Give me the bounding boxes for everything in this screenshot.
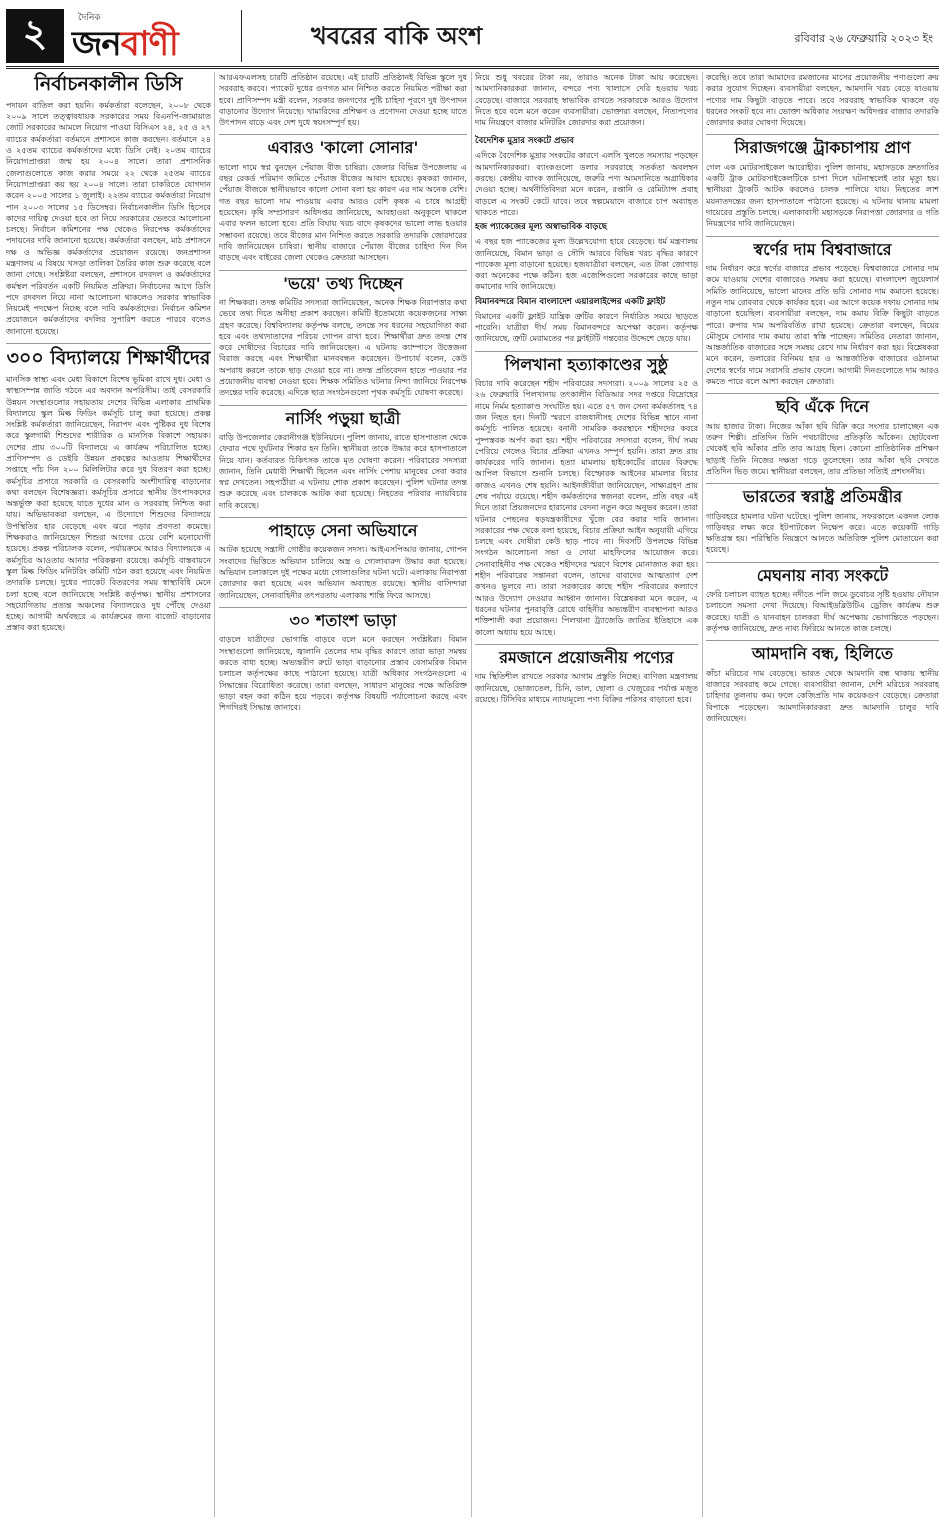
body-schools: মানসিক স্বাস্থ্য এবং মেধা বিকাশে বিশেষ ভূমিকা রাখে দুধ। মেধা ও স্বাস্থ্যসম্পন্ন জাতি গঠনে এর অবদান অপরিসীম। তাই বেসরকারি উন্নয়ন সংস্থাগুলোর সহায়তায় দেশের বিভিন্ন এলাকার প্রাথমিক বিদ্যালয়ে স্কুল মিল্ক ফিডিং কর্মসূচি চালু করা হয়েছে। প্রকল্প সংশ্লিষ্ট কর্মকর্তারা জানিয়েছেন, নিরাপদ এবং পুষ্টিকর দুধ বিশেষ করে স্কুলগামী শিশুদের শারীরিক ও মানসিক বিকাশে সহায়ক। দেশের প্রায় ৩০০টি বিদ্যালয়ে এ কার্যক্রম পরিচালিত হচ্ছে। প্রাণিসম্পদ ও ডেইরি উন্নয়ন প্রকল্পের আওতায় শিক্ষার্থীদের সপ্তাহে পাঁচ দিন ২০০ মিলিলিটার করে দুধ বিতরণ করা হচ্ছে। কর্মসূচির প্রসারে সরকারি ও বেসরকারি অংশীদারিত্ব বাড়ানোর কথা বলছেন বিশেষজ্ঞরা। কর্মসূচির প্রসারে স্থানীয় উৎপাদকদের অন্তর্ভুক্ত করা হয়েছে যাতে দুধের মান ও সরবরাহ নিশ্চিত করা যায়। অভিভাবকরা বলছেন, এ উদ্যোগে শিশুদের বিদ্যালয়ে উপস্থিতির হার বেড়েছে এবং ঝরে পড়ার প্রবণতা কমেছে। শিক্ষকরাও জানিয়েছেন শিশুরা আগের চেয়ে বেশি মনোযোগী হয়েছে। প্রকল্প পরিচালক বলেন, পর্যায়ক্রমে আরও বিদ্যালয়কে এ কর্মসূচির আওতায় আনার পরিকল্পনা রয়েছে। কর্মসূচি বাস্তবায়নে স্কুল মিল্ক ফিডিং মনিটরিং কমিটি গঠন করা হয়েছে এবং নিয়মিত তদারকি চলছে। দুধের প্যাকেট বিতরণের সময় স্বাস্থ্যবিধি মেনে চলা হচ্ছে বলে জানিয়েছে সংশ্লিষ্ট কর্তৃপক্ষ। স্থানীয় প্রশাসনের সহযোগিতায় প্রত্যন্ত অঞ্চলের বিদ্যালয়েও দুধ পৌঁছে দেওয়া হচ্ছে। আগামী অর্থবছরে এ কার্যক্রমের জন্য বাজেট বাড়ানোর প্রস্তাব করা হয়েছে। xyxy=(6,374,211,633)
headline-india: ভারতের স্বরাষ্ট্র প্রতিমন্ত্রীর xyxy=(706,483,939,506)
body-meghna: ফেরি চলাচল ব্যাহত হচ্ছে। নদীতে পলি জমে ডুবোচর সৃষ্টি হওয়ায় নৌযান চলাচলে সমস্যা দেখা দিয়েছে। বিআইডব্লিউটিএ ড্রেজিং কার্যক্রম শুরু করেছে। যাত্রী ও যানবাহন চালকরা দীর্ঘ অপেক্ষায় ভোগান্তিতে পড়ছেন। কর্তৃপক্ষ জানিয়েছে, দ্রুত নাব্য ফিরিয়ে আনতে কাজ চলছে। xyxy=(706,590,939,634)
daily-label: দৈনিক xyxy=(78,13,101,23)
body-biman: বিমানের একটি ফ্লাইট যান্ত্রিক ত্রুটির কারণে নির্ধারিত সময়ে ছাড়তে পারেনি। যাত্রীরা দীর্ঘ সময় বিমানবন্দরে অপেক্ষা করেন। কর্তৃপক্ষ জানিয়েছে, ত্রুটি মেরামতের পর ফ্লাইটটি গন্তব্যের উদ্দেশে ছেড়ে যায়। xyxy=(475,311,698,344)
article-army xyxy=(219,517,467,601)
subhead-biman: বিমানবন্দরে বিমান বাংলাদেশ এয়ারলাইন্সের একটি ফ্লাইট xyxy=(475,296,666,307)
headline-fear: 'ভয়ে' তথ্য দিচ্ছেন xyxy=(219,270,467,293)
article-rent xyxy=(219,607,467,713)
article-sirajganj xyxy=(706,134,939,229)
masthead xyxy=(6,6,939,69)
body-hajj: এ বছর হজ প্যাকেজের মূল্য উল্লেখযোগ্য হারে বেড়েছে। ধর্ম মন্ত্রণালয় জানিয়েছে, বিমান ভাড়া ও সৌদি আরবে বিভিন্ন খরচ বৃদ্ধির কারণে প্যাকেজ মূল্য বাড়ানো হয়েছে। হজযাত্রীরা বলছেন, এত টাকা জোগাড় করা অনেকের পক্ষে কঠিন। হজ এজেন্সিগুলো সরকারের কাছে ভাড়া কমানোর দাবি জানিয়েছে। xyxy=(475,237,698,292)
body-picture: আয় হাজার টাকা। নিজের আঁকা ছবি বিক্রি করে সংসার চালাচ্ছেন এক তরুণ শিল্পী। প্রতিদিন তিনি পথচারীদের প্রতিকৃতি আঁকেন। ছোটবেলা থেকেই ছবি আঁকার প্রতি তার আগ্রহ ছিল। কোনো প্রাতিষ্ঠানিক প্রশিক্ষণ ছাড়াই তিনি নিজের দক্ষতা গড়ে তুলেছেন। তার আঁকা ছবি দেখতে প্রতিদিন ভিড় জমে। স্থানীয়রা বলছেন, তার প্রতিভা সত্যিই প্রশংসনীয়। xyxy=(706,421,939,476)
headline-rent: ৩০ শতাংশ ভাড়া xyxy=(219,607,467,630)
column-3 xyxy=(475,72,698,1517)
body-continued-col2: আরএফএলসহ চারটি প্রতিষ্ঠান রয়েছে। এই চারটি প্রতিষ্ঠানই বিভিন্ন স্কুলে দুধ সরবরাহ করবে। প্যাকেট দুধের গুণগত মান নিশ্চিত করতে নিয়মিত পরীক্ষা করা হবে। প্রাণিসম্পদ মন্ত্রী বলেন, সরকার জনগণের পুষ্টি চাহিদা পূরণে দুধ উৎপাদন বাড়ানোর উদ্যোগ নিয়েছে। খামারিদের প্রশিক্ষণ ও প্রণোদনা দেওয়া হচ্ছে যাতে উৎপাদন বাড়ে এবং দেশ দুধে স্বয়ংসম্পূর্ণ হয়। xyxy=(219,73,467,128)
dateline: রবিবার ২৬ ফেব্রুয়ারি ২০২৩ ইং xyxy=(794,32,933,45)
body-sirajganj: গেল এক মোটরসাইকেল আরোহীর। পুলিশ জানায়, মহাসড়কে দ্রুতগতির একটি ট্রাক মোটরসাইকেলটিকে চাপা দিলে ঘটনাস্থলেই তার মৃত্যু হয়। স্থানীয়রা ট্রাকটি আটক করলেও চালক পালিয়ে যায়। নিহতের লাশ ময়নাতদন্তের জন্য হাসপাতালে পাঠানো হয়েছে। এ ঘটনায় থানায় মামলা দায়েরের প্রস্তুতি চলছে। এলাকাবাসী মহাসড়কে নিরাপত্তা জোরদার ও গতি নিয়ন্ত্রণের দাবি জানিয়েছেন। xyxy=(706,162,939,229)
article-continued-col3 xyxy=(475,72,698,128)
headline-gold: স্বর্ণের দাম বিশ্ববাজারে xyxy=(706,236,939,259)
headline-schools: ৩০০ বিদ্যালয়ে শিক্ষার্থীদের xyxy=(6,343,211,370)
page-number: ২ xyxy=(6,9,64,63)
logo-part2: বাণী xyxy=(120,24,178,64)
masthead-divider xyxy=(241,10,242,62)
article-gold xyxy=(706,236,939,388)
column-divider xyxy=(214,72,215,1517)
column-1 xyxy=(6,72,211,1517)
headline-sirajganj: সিরাজগঞ্জে ট্রাকচাপায় প্রাণ xyxy=(706,134,939,157)
logo-part1: জন xyxy=(72,24,121,64)
headline-nursing: নার্সিং পড়ুয়া ছাত্রী xyxy=(219,405,467,428)
body-army: আটক হয়েছে সন্ত্রাসী গোষ্ঠীর কয়েকজন সদস্য। আইএসপিআর জানায়, গোপন সংবাদের ভিত্তিতে অভিযান চালিয়ে অস্ত্র ও গোলাবারুদ উদ্ধার করা হয়েছে। অভিযান চলাকালে দুই পক্ষের মধ্যে গোলাগুলির ঘটনা ঘটে। এলাকায় নিরাপত্তা জোরদার করা হয়েছে এবং অভিযান অব্যাহত রয়েছে। স্থানীয় বাসিন্দারা জানিয়েছেন, সেনাবাহিনীর তৎপরতায় এলাকায় শান্তি ফিরে আসছে। xyxy=(219,545,467,600)
body-india: গাড়িবহরে হামলার ঘটনা ঘটেছে। পুলিশ জানায়, সফরকালে একদল লোক গাড়িবহর লক্ষ্য করে ইটপাটকেল নিক্ষেপ করে। এতে কয়েকটি গাড়ি ক্ষতিগ্রস্ত হয়। পরিস্থিতি নিয়ন্ত্রণে আনতে অতিরিক্ত পুলিশ মোতায়েন করা হয়েছে। xyxy=(706,511,939,555)
body-continued-col3: নিয়ে শুধু খবরের টাকা নয়, তারাও অনেক টাকা আয় করেছেন। আমদানিকারকরা জানান, বন্দরে পণ্য খালাসে দেরি হওয়ায় খরচ বেড়েছে। বাজারে সরবরাহ স্বাভাবিক রাখতে সরকারকে আরও উদ্যোগ নিতে হবে বলে মনে করেন ব্যবসায়ীরা। ভোক্তারা বলছেন, নিত্যপণ্যের দাম নিয়ন্ত্রণে বাজার মনিটরিং জোরদার করা প্রয়োজন। xyxy=(475,73,698,128)
column-divider xyxy=(702,72,703,1517)
headline-army: পাহাড়ে সেনা অভিযানে xyxy=(219,517,467,540)
body-forex: এদিকে বৈদেশিক মুদ্রার সংকটের কারণে এলসি খুলতে সমস্যায় পড়ছেন আমদানিকারকরা। ব্যাংকগুলো ডলার সরবরাহে সতর্কতা অবলম্বন করছে। কেন্দ্রীয় ব্যাংক জানিয়েছে, জরুরি পণ্য আমদানিতে অগ্রাধিকার দেওয়া হচ্ছে। অর্থনীতিবিদরা মনে করেন, রপ্তানি ও রেমিট্যান্স প্রবাহ বাড়লে এ সংকট কেটে যাবে। তবে স্বল্পমেয়াদে বাজারে চাপ অব্যাহত থাকতে পারে। xyxy=(475,151,698,217)
headline-onion: এবারও 'কালো সোনার' xyxy=(219,134,467,157)
body-market-col4: করেছি। তবে তারা আমাদের রমজানের মাসের প্রয়োজনীয় পণ্যগুলো ক্রয় করার সুযোগ দিচ্ছেন। ব্যবসায়ীরা বলছেন, আমদানি খরচ বেড়ে যাওয়ায় পণ্যের দাম কিছুটা বাড়তে পারে। তবে সরবরাহ স্বাভাবিক থাকলে বড় ধরনের সংকট হবে না। ভোক্তা অধিকার সংরক্ষণ অধিদপ্তর বাজার তদারকি জোরদার করার ঘোষণা দিয়েছে। xyxy=(706,73,939,128)
article-market xyxy=(475,134,698,344)
article-market-col4 xyxy=(706,72,939,128)
logo-text xyxy=(72,18,178,75)
article-india xyxy=(706,483,939,556)
article-nursing xyxy=(219,405,467,511)
article-continued-col2 xyxy=(219,72,467,128)
headline-picture: ছবি এঁকে দিনে xyxy=(706,393,939,416)
body-nursing: বাড়ি উপজেলার কেরানীগঞ্জ ইউনিয়নে। পুলিশ জানায়, রাতে হাসপাতাল থেকে ফেরার পথে দুর্ঘটনার শিকার হন তিনি। স্থানীয়রা তাকে উদ্ধার করে হাসপাতালে নিয়ে যান। কর্তব্যরত চিকিৎসক তাকে মৃত ঘোষণা করেন। পরিবারের সদস্যরা জানান, তিনি মেধাবী শিক্ষার্থী ছিলেন এবং নার্সিং পেশায় মানুষের সেবা করার স্বপ্ন দেখতেন। সহপাঠীরা এ ঘটনায় শোক প্রকাশ করেছেন। পুলিশ ঘটনার তদন্ত শুরু করেছে এবং চালককে আটক করা হয়েছে। নিহতের পরিবার ন্যায়বিচার দাবি করেছে। xyxy=(219,433,467,510)
body-pilkhana: বিচার দাবি করেছেন শহীদ পরিবারের সদস্যরা। ২০০৯ সালের ২৫ ও ২৬ ফেব্রুয়ারি পিলখানায় তৎকালীন বিডিআর সদর দপ্তরে বিদ্রোহের নামে নির্মম হত্যাকাণ্ড সংঘটিত হয়। এতে ৫৭ জন সেনা কর্মকর্তাসহ ৭৪ জন নিহত হন। দিনটি স্মরণে রাজধানীসহ দেশের বিভিন্ন স্থানে নানা কর্মসূচি পালিত হয়েছে। বনানী সামরিক কবরস্থানে শহীদদের কবরে পুষ্পস্তবক অর্পণ করা হয়। শহীদ পরিবারের সদস্যরা বলেন, দীর্ঘ সময় পেরিয়ে গেলেও বিচার প্রক্রিয়া এখনও সম্পূর্ণ হয়নি। তারা দ্রুত রায় কার্যকরের দাবি জানান। হত্যা মামলায় হাইকোর্টের রায়ের বিরুদ্ধে আপিল বিভাগে শুনানি চলছে। বিস্ফোরক আইনের মামলার বিচার কাজও এখনও শেষ হয়নি। আইনজীবীরা জানিয়েছেন, সাক্ষ্যগ্রহণ প্রায় শেষ পর্যায়ে রয়েছে। শহীদ কর্মকর্তাদের স্বজনরা বলেন, প্রতি বছর এই দিনে তারা প্রিয়জনদের হারানোর বেদনা নতুন করে অনুভব করেন। তারা ঘটনার পেছনের ষড়যন্ত্রকারীদের খুঁজে বের করার দাবি জানান। সরকারের পক্ষ থেকে বলা হয়েছে, বিচার প্রক্রিয়া আইন অনুযায়ী এগিয়ে চলছে এবং দোষীরা কেউ ছাড় পাবে না। দিবসটি উপলক্ষে বিভিন্ন সংগঠন আলোচনা সভা ও দোয়া মাহফিলের আয়োজন করে। সেনাবাহিনীর পক্ষ থেকেও শহীদদের স্মরণে বিশেষ মোনাজাত করা হয়। শহীদ পরিবারের সন্তানরা বলেন, তাদের বাবাদের আত্মত্যাগ দেশ কখনও ভুলবে না। তারা সরকারের কাছে শহীদ পরিবারের কল্যাণে আরও উদ্যোগ নেওয়ার আহ্বান জানান। বিশ্লেষকরা মনে করেন, এ ধরনের ঘটনার পুনরাবৃত্তি রোধে বাহিনীর অভ্যন্তরীণ ব্যবস্থাপনা আরও শক্তিশালী করা প্রয়োজন। পিলখানা ট্র্যাজেডি জাতির ইতিহাসে এক কালো অধ্যায় হয়ে আছে। xyxy=(475,379,698,637)
article-meghna xyxy=(706,562,939,635)
body-dc: পদায়ন বাতিল করা হয়নি। কর্মকর্তারা বলেছেন, ২০০৮ থেকে ২০০৯ সালে তত্ত্বাবধায়ক সরকারের সময় বিএনপি-জামায়াত জোট সরকারের আমলে নিয়োগ পাওয়া বিসিএস ২৪, ২৫ ও ২৭ ব্যাচের কর্মকর্তারা বর্তমানে প্রশাসনে কাজ করছেন। বর্তমানে ২৪ ও ২৫তম ব্যাচের কর্মকর্তাদের মধ্যে ডিসি নেই। ২০তম ব্যাচের নিয়োগপ্রাপ্তরা জন্ম হয় ২০০৪ সালে। তারা প্রশাসনিক জেলাগুলোতে কাজ করার সময়ে ২২ থেকে ২৫তম ব্যাচের নিয়োগপ্রাপ্তরা কয় ছয় ২০০৪ সালে। তারা চাকরিতে যোগদান করেন ২০০৫ সালের ১ জুলাই। ২২তম ব্যাচের কর্মকর্তারা নিয়োগ পান ২০০৩ সালের ১৫ ডিসেম্বর। নির্বাচনকালীন ডিসি হিসেবে কাদের দায়িত্ব দেওয়া হবে তা নিয়ে সরকারের ভেতরে আলোচনা চলছে। নির্বাচন কমিশনের পক্ষ থেকেও নিরপেক্ষ কর্মকর্তাদের পদায়নের দাবি জানানো হয়েছে। কর্মকর্তারা বলছেন, মাঠ প্রশাসনে দক্ষ ও অভিজ্ঞ কর্মকর্তাদের প্রয়োজন রয়েছে। জনপ্রশাসন মন্ত্রণালয় এ বিষয়ে খসড়া তালিকা তৈরির কাজ শুরু করেছে বলে জানা গেছে। সংশ্লিষ্টরা বলছেন, প্রশাসনে রদবদল ও কর্মকর্তাদের কর্মস্থল পরিবর্তন একটি নিয়মিত প্রক্রিয়া। নির্বাচনের আগে ডিসি পদে রদবদল নিয়ে নানা আলোচনা থাকলেও সরকার স্বাভাবিক নিয়মেই পদক্ষেপ নিচ্ছে বলে দাবি কর্মকর্তাদের। নির্বাচন কমিশন প্রয়োজনে কর্মকর্তাদের বদলির সুপারিশ করতে পারবে বলেও জানানো হয়েছে। xyxy=(6,100,211,336)
headline-hili: আমদানি বন্ধ, হিলিতে xyxy=(706,640,939,663)
section-title: খবরের বাকি অংশ xyxy=(311,21,483,50)
article-pilkhana xyxy=(475,351,698,638)
body-fear: না শিক্ষকরা। তদন্ত কমিটির সদস্যরা জানিয়েছেন, অনেক শিক্ষক নিরাপত্তার কথা ভেবে তথ্য দিতে অনীহা প্রকাশ করছেন। কমিটি ইতোমধ্যে কয়েকজনের সাক্ষ্য গ্রহণ করেছে। বিশ্ববিদ্যালয় কর্তৃপক্ষ বলছে, তদন্তে সব ধরনের সহযোগিতা করা হবে এবং তথ্যদাতাদের পরিচয় গোপন রাখা হবে। শিক্ষার্থীরা দ্রুত তদন্ত শেষ করে দোষীদের বিচারের দাবি জানিয়েছেন। এ ঘটনায় ক্যাম্পাসে উত্তেজনা বিরাজ করছে এবং শিক্ষার্থীরা মানববন্ধন করেছেন। উপাচার্য বলেন, কেউ অপরাধ করলে তাকে ছাড় দেওয়া হবে না। তদন্ত প্রতিবেদন হাতে পাওয়ার পর প্রয়োজনীয় ব্যবস্থা নেওয়া হবে। শিক্ষক সমিতিও ঘটনার নিন্দা জানিয়ে নিরপেক্ষ তদন্তের দাবি করেছে। এদিকে ছাত্র সংগঠনগুলো পৃথক কর্মসূচি ঘোষণা করেছে। xyxy=(219,297,467,398)
headline-meghna: মেঘনায় নাব্য সংকটে xyxy=(706,562,939,585)
article-hili xyxy=(706,640,939,724)
newspaper-logo xyxy=(72,8,242,64)
column-divider xyxy=(471,72,472,1517)
article-schools xyxy=(6,343,211,634)
column-2 xyxy=(219,72,467,1517)
body-gold: দাম নির্ধারণ করে স্বর্ণের বাজারে প্রভাব পড়েছে। বিশ্ববাজারে সোনার দাম কমে যাওয়ায় দেশের বাজারেও সমন্বয় করা হয়েছে। বাংলাদেশ জুয়েলার্স সমিতি জানিয়েছে, ভালো মানের প্রতি ভরি সোনার দাম কমানো হয়েছে। নতুন দাম রোববার থেকে কার্যকর হবে। এর আগে কয়েক দফায় সোনার দাম বাড়ানো হয়েছিল। ব্যবসায়ীরা বলছেন, দাম কমায় বিক্রি কিছুটা বাড়তে পারে। রুপার দাম অপরিবর্তিত রাখা হয়েছে। ক্রেতারা বলছেন, বিয়ের মৌসুমে সোনার দাম কমায় তারা স্বস্তি পাচ্ছেন। সমিতির নেতারা জানান, আন্তর্জাতিক বাজারের সঙ্গে সমন্বয় রেখে দাম নির্ধারণ করা হয়। বিশ্লেষকরা মনে করেন, ডলারের বিনিময় হার ও আন্তর্জাতিক বাজারের ওঠানামা দেশের স্বর্ণের দামে সরাসরি প্রভাব ফেলে। আগামী দিনগুলোতে দাম আরও কমতে পারে বলে আশা করছেন ক্রেতারা। xyxy=(706,264,939,387)
article-fear xyxy=(219,270,467,399)
article-ramadan xyxy=(475,644,698,705)
column-4 xyxy=(706,72,939,1517)
headline-dc: নির্বাচনকালীন ডিসি xyxy=(34,73,183,95)
headline-ramadan: রমজানে প্রয়োজনীয় পণ্যের xyxy=(475,644,698,667)
body-ramadan: দাম স্থিতিশীল রাখতে সরকার আগাম প্রস্তুতি নিচ্ছে। বাণিজ্য মন্ত্রণালয় জানিয়েছে, ভোজ্যতেল, চিনি, ডাল, ছোলা ও খেজুরের পর্যাপ্ত মজুত রয়েছে। টিসিবির মাধ্যমে ন্যায্যমূল্যে পণ্য বিক্রির পরিসর বাড়ানো হবে। xyxy=(475,672,698,704)
subhead-forex: বৈদেশিক মুদ্রার সংকটে প্রভাব xyxy=(475,136,574,147)
headline-pilkhana: পিলখানা হত্যাকাণ্ডের সুষ্ঠু xyxy=(475,351,698,374)
body-hili: কাঁচা মরিচের দাম বেড়েছে। ভারত থেকে আমদানি বন্ধ থাকায় স্থানীয় বাজারে সরবরাহ কমে গেছে। ব্যবসায়ীরা জানান, দেশি মরিচের সরবরাহ চাহিদার তুলনায় কম। ফলে কেজিপ্রতি দাম কয়েকগুণ বেড়েছে। ক্রেতারা বিপাকে পড়েছেন। আমদানিকারকরা দ্রুত আমদানি চালুর দাবি জানিয়েছেন। xyxy=(706,668,939,723)
article-dc xyxy=(6,74,211,337)
subhead-hajj: হজ প্যাকেজের মূল্য অস্বাভাবিক বাড়ছে xyxy=(475,222,607,233)
body-onion: ভালো দামে স্বপ্ন বুনছেন পেঁয়াজ বীজ চাষিরা। জেলার বিভিন্ন উপজেলায় এ বছর রেকর্ড পরিমাণ জমিতে পেঁয়াজ বীজের আবাদ হয়েছে। কৃষকরা জানান, পেঁয়াজ বীজকে স্থানীয়ভাবে কালো সোনা বলা হয় কারণ এর দাম অনেক বেশি। গত বছর ভালো দাম পাওয়ায় এবার আরও বেশি কৃষক এ চাষে আগ্রহী হয়েছেন। কৃষি সম্প্রসারণ অধিদপ্তর জানিয়েছে, আবহাওয়া অনুকূলে থাকলে এবার ফলন ভালো হবে। প্রতি বিঘায় খরচ বাদে কৃষকদের ভালো লাভ হওয়ার সম্ভাবনা রয়েছে। তবে বীজের মান নিশ্চিত করতে সরকারি তদারকি জোরদারের দাবি জানিয়েছেন চাষিরা। স্থানীয় বাজারে পেঁয়াজ বীজের চাহিদা দিন দিন বাড়ছে এবং বাইরের জেলা থেকেও ক্রেতারা আসছেন। xyxy=(219,162,467,263)
article-picture xyxy=(706,393,939,477)
article-onion xyxy=(219,134,467,263)
body-rent: বাড়লে যাত্রীদের ভোগান্তি বাড়বে বলে মনে করছেন সংশ্লিষ্টরা। বিমান সংস্থাগুলো জানিয়েছে, জ্বালানি তেলের দাম বৃদ্ধির কারণে তারা ভাড়া সমন্বয় করতে বাধ্য হচ্ছে। অভ্যন্তরীণ রুটে ভাড়া বাড়ানোর প্রস্তাব বেসামরিক বিমান চলাচল কর্তৃপক্ষের কাছে পাঠানো হয়েছে। যাত্রী অধিকার সংগঠনগুলো এ সিদ্ধান্তের বিরোধিতা করেছে। তারা বলছেন, সাধারণ মানুষের পক্ষে অতিরিক্ত ভাড়া বহন করা কঠিন হয়ে পড়বে। কর্তৃপক্ষ বিষয়টি পর্যালোচনা করছে এবং শিগগিরই সিদ্ধান্ত জানাবে। xyxy=(219,635,467,713)
